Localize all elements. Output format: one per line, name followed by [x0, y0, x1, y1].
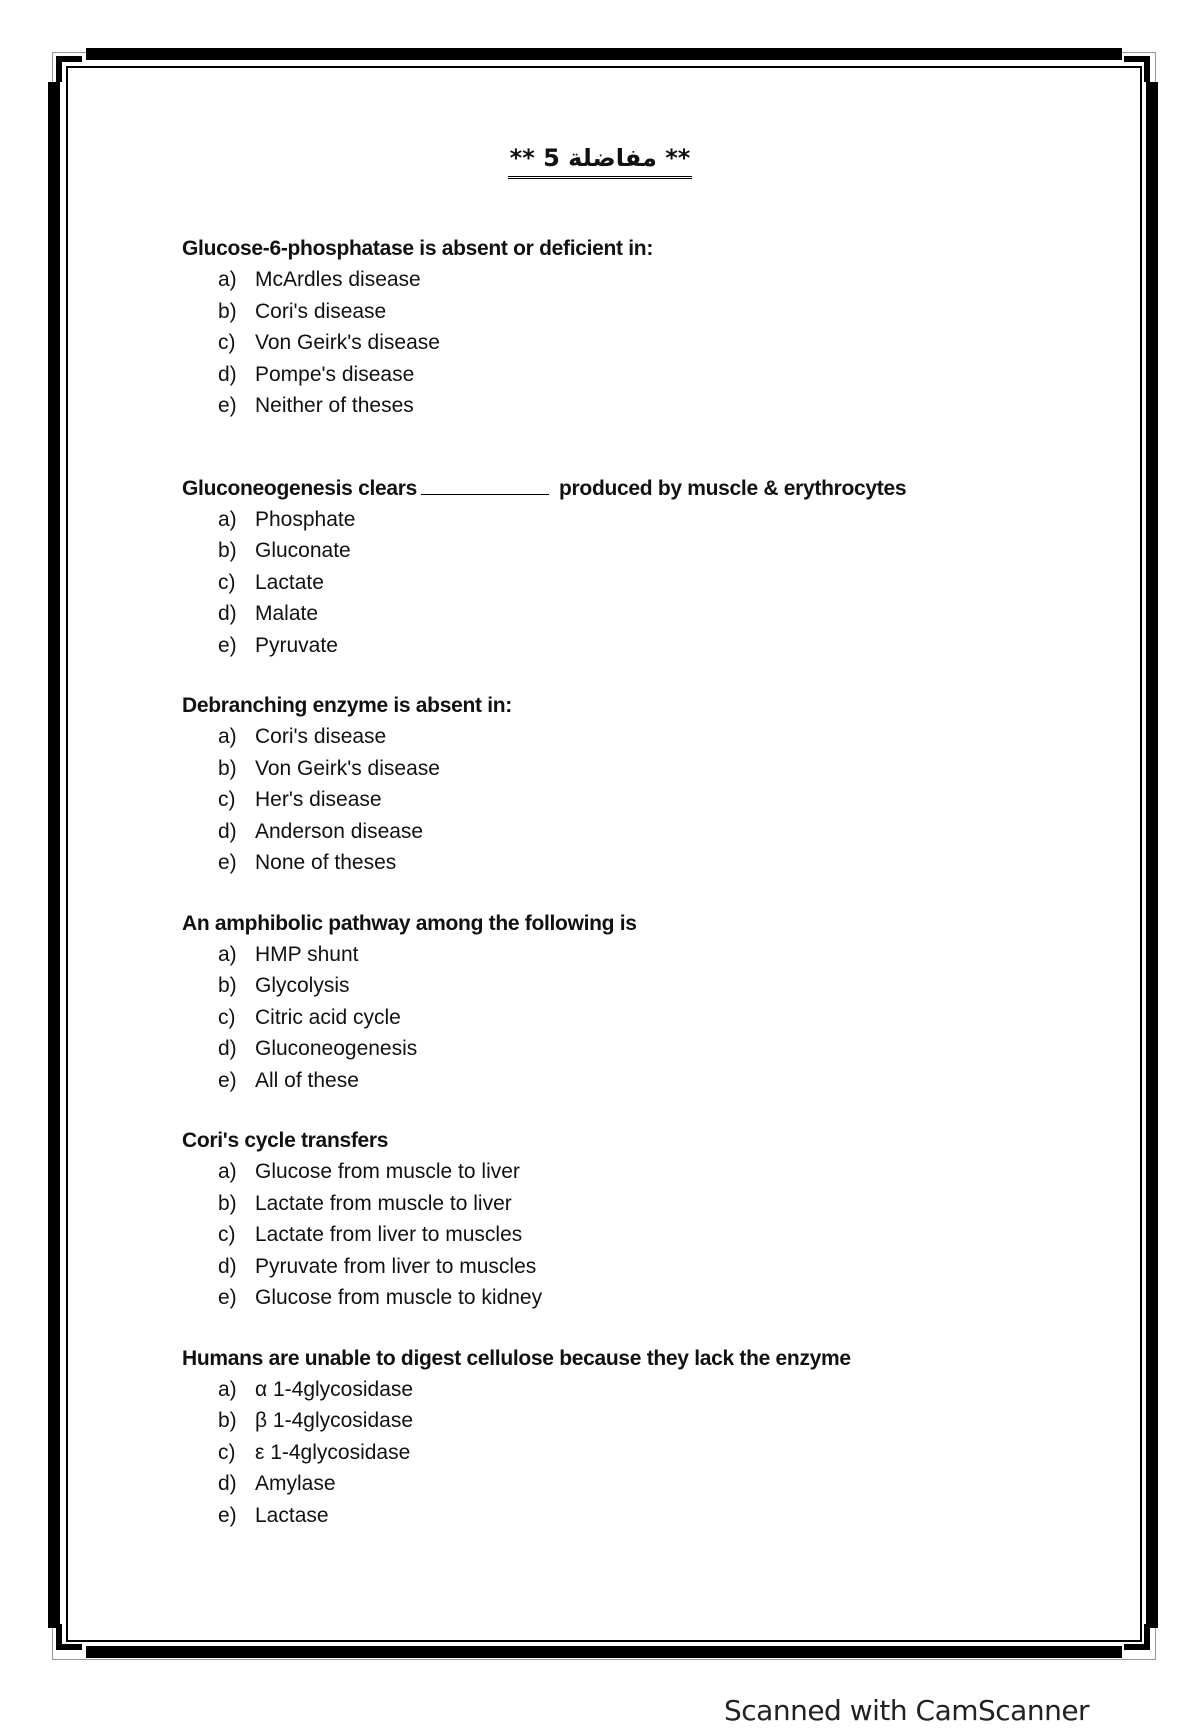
option-text: McArdles disease [255, 268, 421, 291]
option-text: Glucose from muscle to liver [255, 1160, 520, 1183]
option-text: Amylase [255, 1472, 336, 1495]
option-e [218, 847, 1082, 879]
option-a [218, 504, 1082, 536]
option-letter: b) [218, 756, 237, 780]
page-border-corner [1124, 1624, 1150, 1650]
question-stem-start: Gluconeogenesis clears [182, 476, 418, 500]
option-b [218, 1405, 1082, 1437]
page-border-top [86, 48, 1122, 60]
option-d [218, 359, 1082, 391]
option-e [218, 1065, 1082, 1097]
option-letter: a) [218, 725, 237, 748]
option-c [218, 784, 1082, 816]
option-letter: a) [218, 942, 237, 966]
question-list [182, 234, 1082, 1531]
question-stem [182, 474, 1082, 504]
page-border-right [1146, 82, 1158, 1628]
question-stem: Humans are unable to digest cellulose because they lack the enzyme [182, 1346, 851, 1370]
option-letter: d) [218, 362, 237, 386]
question-stem: Debranching enzyme is absent in: [182, 694, 512, 717]
option-list [182, 504, 1082, 662]
option-list [182, 721, 1082, 879]
option-letter: a) [218, 268, 237, 291]
page-border-corner [56, 1624, 82, 1650]
option-letter: d) [218, 1254, 237, 1278]
option-text: Glucose from muscle to kidney [255, 1286, 543, 1309]
page-border-left [48, 82, 60, 1628]
option-letter: a) [218, 1160, 237, 1183]
option-text: None of theses [255, 851, 397, 874]
option-b [218, 1188, 1082, 1220]
option-d [218, 1033, 1082, 1065]
option-b [218, 970, 1082, 1002]
option-a [218, 1156, 1082, 1188]
question-3 [182, 691, 1082, 879]
option-b [218, 535, 1082, 567]
page-border-corner [1124, 56, 1150, 82]
option-letter: e) [218, 1503, 237, 1527]
option-d [218, 816, 1082, 848]
option-letter: c) [218, 788, 236, 811]
question-stem: Cori's cycle transfers [182, 1129, 389, 1152]
option-a [218, 721, 1082, 753]
option-letter: d) [218, 819, 237, 843]
page-border-bottom [86, 1646, 1122, 1658]
option-text: Pyruvate from liver to muscles [255, 1254, 537, 1278]
answer-blank [421, 476, 549, 495]
question-6 [182, 1344, 1082, 1532]
option-b [218, 753, 1082, 785]
option-a [218, 1374, 1082, 1406]
page-title [400, 142, 800, 179]
option-b [218, 296, 1082, 328]
option-list [182, 264, 1082, 422]
option-letter: b) [218, 1191, 237, 1215]
option-e [218, 390, 1082, 422]
option-list [182, 939, 1082, 1097]
option-text: Gluconeogenesis [255, 1037, 418, 1060]
option-list [182, 1156, 1082, 1314]
option-text: β 1-4glycosidase [255, 1409, 413, 1432]
option-text: Citric acid cycle [255, 1005, 401, 1029]
option-text: Neither of theses [255, 394, 414, 417]
camscanner-watermark: Scanned with CamScanner [724, 1694, 1090, 1727]
option-text: Malate [255, 602, 319, 625]
option-e [218, 1500, 1082, 1532]
option-text: Pyruvate [255, 633, 338, 657]
option-text: Von Geirk's disease [255, 756, 440, 780]
option-letter: c) [218, 1005, 236, 1029]
option-letter: c) [218, 331, 236, 354]
option-letter: c) [218, 1223, 236, 1246]
option-a [218, 939, 1082, 971]
option-text: Von Geirk's disease [255, 331, 440, 354]
option-c [218, 1437, 1082, 1469]
option-c [218, 1002, 1082, 1034]
option-text: Glycolysis [255, 974, 350, 997]
option-text: Cori's disease [255, 299, 387, 323]
option-text: Phosphate [255, 507, 356, 531]
option-letter: c) [218, 570, 236, 594]
page-title-text: ** مفاضلة 5 ** [508, 142, 693, 179]
question-5 [182, 1126, 1082, 1314]
option-letter: d) [218, 602, 237, 625]
option-letter: b) [218, 539, 237, 562]
question-stem-end: produced by muscle & erythrocytes [559, 476, 907, 500]
option-letter: d) [218, 1472, 237, 1495]
option-letter: a) [218, 507, 237, 531]
question-1 [182, 234, 1082, 422]
option-d [218, 1251, 1082, 1283]
option-letter: b) [218, 1409, 237, 1432]
option-text: ε 1-4glycosidase [255, 1440, 411, 1464]
option-letter: e) [218, 633, 237, 657]
option-text: Anderson disease [255, 819, 424, 843]
option-letter: e) [218, 1068, 237, 1092]
option-letter: b) [218, 299, 237, 323]
option-letter: e) [218, 851, 237, 874]
question-4 [182, 909, 1082, 1097]
page-border-corner [56, 56, 82, 82]
option-a [218, 264, 1082, 296]
question-stem: An amphibolic pathway among the following is [182, 911, 637, 935]
option-text: Gluconate [255, 539, 351, 562]
option-c [218, 327, 1082, 359]
option-text: All of these [255, 1068, 359, 1092]
option-text: Her's disease [255, 788, 382, 811]
option-text: α 1-4glycosidase [255, 1377, 414, 1401]
option-text: Lactate from muscle to liver [255, 1191, 512, 1215]
option-letter: c) [218, 1440, 236, 1464]
option-letter: e) [218, 394, 237, 417]
option-c [218, 1219, 1082, 1251]
option-letter: e) [218, 1286, 237, 1309]
option-e [218, 630, 1082, 662]
option-text: Lactase [255, 1503, 329, 1527]
option-text: Lactate from liver to muscles [255, 1223, 523, 1246]
option-letter: d) [218, 1037, 237, 1060]
question-2 [182, 474, 1082, 662]
option-list [182, 1374, 1082, 1532]
option-letter: a) [218, 1377, 237, 1401]
option-d [218, 1468, 1082, 1500]
option-c [218, 567, 1082, 599]
option-d [218, 598, 1082, 630]
option-text: HMP shunt [255, 942, 359, 966]
option-text: Pompe's disease [255, 362, 415, 386]
option-e [218, 1282, 1082, 1314]
option-text: Lactate [255, 570, 324, 594]
option-text: Cori's disease [255, 725, 387, 748]
question-stem: Glucose-6-phosphatase is absent or deficient in: [182, 237, 654, 260]
option-letter: b) [218, 974, 237, 997]
